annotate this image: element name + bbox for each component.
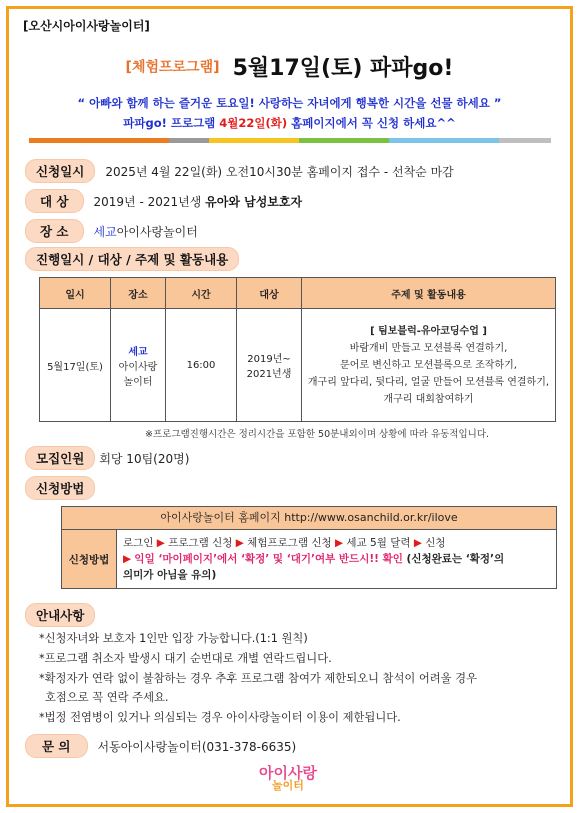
schedule-section	[25, 247, 239, 271]
arrow-icon: ▶	[413, 537, 422, 549]
notice-item: *확정자가 연락 없이 불참하는 경우 추후 프로그램 참여가 제한되오니 참석이 어려울 경우	[39, 672, 478, 685]
arrow-icon: ▶	[156, 537, 165, 549]
subtitle-text-a: 파파go! 프로그램	[123, 116, 220, 130]
col-date: 일시	[40, 278, 111, 309]
apply-method-box	[61, 506, 557, 589]
title-row	[9, 51, 570, 82]
topic-line: 바람개비 만들고 모션블록 연결하기,	[349, 342, 508, 354]
topic-line: 개구리 앞다리, 뒷다리, 얼굴 만들어 모션블록 연결하기,	[307, 376, 550, 388]
cell-target-line2: 2021년생	[246, 369, 292, 380]
subtitle-line1: “ 아빠와 함께 하는 즐거운 토요일! 사랑하는 자녀에게 행복한 시간을 선물 하세요 ”	[77, 96, 502, 110]
schedule-note: ※프로그램진행시간은 정리시간을 포함한 50분내외이며 상황에 따라 유동적입니다.	[145, 429, 490, 440]
step-calendar: 세교 5월 달력	[346, 537, 411, 549]
place-value	[94, 223, 198, 240]
logo-line2: 놀이터	[272, 779, 304, 792]
notice-item: *프로그램 취소자 발생시 대기 순번대로 개별 연락드립니다.	[39, 652, 332, 665]
color-bar-5	[389, 138, 499, 143]
apply-row-label: 신청방법	[62, 530, 117, 588]
table-row	[40, 309, 556, 422]
org-name: [오산시아이사랑놀이터]	[23, 19, 150, 33]
arrow-icon: ▶	[123, 553, 132, 565]
col-place: 장소	[111, 278, 166, 309]
cell-target-line1: 2019년~	[247, 354, 291, 365]
arrow-icon: ▶	[335, 537, 344, 549]
notice-item: *법정 전염병이 있거나 의심되는 경우 아이사랑놀이터 이용이 제한됩니다.	[39, 711, 401, 724]
target-who: 유아와 남성보호자	[205, 194, 303, 209]
apply-warning: 익일 ‘마이페이지’에서 ‘확정’ 및 ‘대기’여부 반드시!! 확인	[134, 553, 403, 565]
color-bar-6	[499, 138, 551, 143]
method-section	[25, 476, 95, 500]
subtitle-text-b: 홈페이지에서 꼭 신청 하세요^^	[287, 116, 456, 130]
poster-frame	[6, 6, 573, 807]
cell-time: 16:00	[166, 309, 237, 422]
cell-date: 5월17일(토)	[40, 309, 111, 422]
schedule-table	[39, 277, 556, 422]
topic-title: [ 팀보블럭-유아코딩수업 ]	[370, 325, 487, 337]
color-bar-2	[169, 138, 209, 143]
cell-place-line2: 아이사랑	[118, 361, 158, 373]
notice-section	[25, 603, 95, 627]
apply-warning-tail2: 의미가 아님을 유의)	[123, 569, 217, 581]
logo-line1: 아이사랑	[259, 764, 317, 782]
method-label: 신청방법	[25, 476, 95, 500]
cell-place-line3: 놀이터	[123, 376, 153, 388]
cell-target	[237, 309, 302, 422]
target-section	[25, 189, 302, 213]
apply-warning-tail: (신청완료는 ‘확정’의	[402, 553, 505, 565]
step-program: 프로그램 신청	[168, 537, 233, 549]
notice-label: 안내사항	[25, 603, 95, 627]
target-label: 대 상	[25, 189, 84, 213]
subtitle-date: 4월22일(화)	[219, 116, 288, 130]
col-topic: 주제 및 활동내용	[302, 278, 556, 309]
notice-item: 호점으로 꼭 연락 주세요.	[45, 691, 169, 704]
apply-date-value: 2025년 4월 22일(화) 오전10시30분 홈페이지 접수 - 선착순 마감	[105, 164, 454, 179]
notice-item: *신청자녀와 보호자 1인만 입장 가능합니다.(1:1 원칙)	[39, 632, 308, 645]
recruit-value: 회당 10팀(20명)	[99, 451, 190, 466]
cell-place	[111, 309, 166, 422]
arrow-icon: ▶	[235, 537, 244, 549]
color-bar-3	[209, 138, 299, 143]
program-tag: [체험프로그램]	[125, 59, 220, 76]
step-apply: 신청	[425, 537, 446, 549]
target-years: 2019년 - 2021년생	[93, 194, 206, 209]
apply-date-section	[25, 159, 454, 183]
recruit-section	[25, 446, 189, 470]
apply-date-label: 신청일시	[25, 159, 95, 183]
color-bar-4	[299, 138, 389, 143]
cell-topic	[302, 309, 556, 422]
contact-label: 문 의	[25, 734, 88, 758]
page-title: 5월17일(토) 파파go!	[232, 56, 454, 81]
place-label: 장 소	[25, 219, 84, 243]
col-time: 시간	[166, 278, 237, 309]
contact-section	[25, 734, 296, 758]
brand-logo	[259, 766, 317, 792]
apply-site-link[interactable]: 아이사랑놀이터 홈페이지 http://www.osanchild.or.kr/ilove	[62, 507, 556, 530]
apply-steps	[117, 530, 556, 588]
schedule-label: 진행일시 / 대상 / 주제 및 활동내용	[25, 247, 239, 271]
subtitle-line2	[9, 115, 570, 131]
color-bar-1	[29, 138, 169, 143]
step-experience: 체험프로그램 신청	[247, 537, 332, 549]
step-login: 로그인	[123, 537, 154, 549]
place-section	[25, 219, 198, 243]
target-value	[94, 193, 303, 210]
col-target: 대상	[237, 278, 302, 309]
cell-place-branch: 세교	[128, 346, 148, 358]
place-name: 아이사랑놀이터	[116, 224, 198, 239]
contact-value: 서동아이사랑놀이터(031-378-6635)	[97, 739, 297, 754]
topic-line: 개구리 대회참여하기	[383, 393, 474, 405]
recruit-label: 모집인원	[25, 446, 95, 470]
topic-line: 문어로 변신하고 모션블록으로 조작하기,	[340, 359, 517, 371]
place-branch: 세교	[93, 224, 117, 239]
